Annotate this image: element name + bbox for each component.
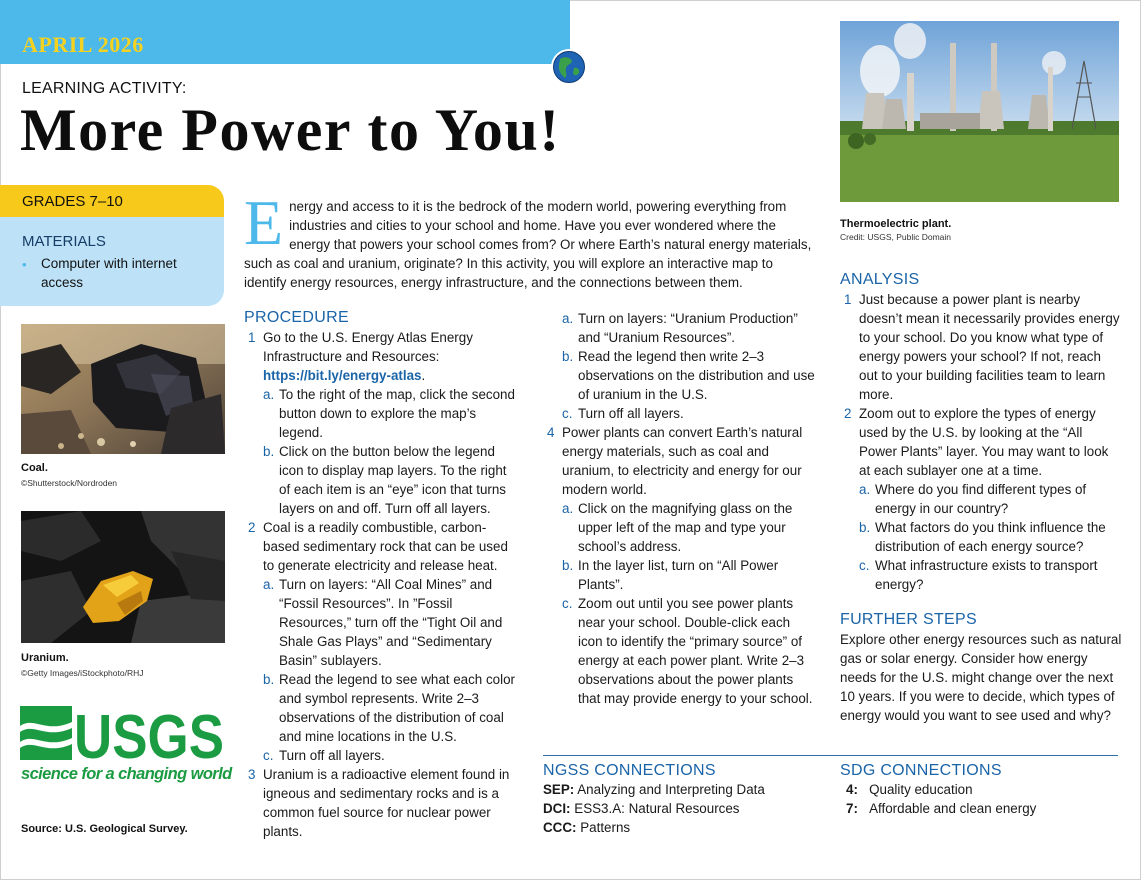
ngss-row: SEP: Analyzing and Interpreting Data bbox=[543, 782, 765, 797]
analysis-2b: b. What factors do you think influence the distribution of each energy source? bbox=[859, 520, 1106, 554]
analysis-question-2: 2 Zoom out to explore the types of energy used by the U.S. by looking at the “All Power Plants” layer. You may want to look at each sublayer one at a time. bbox=[844, 406, 1109, 478]
step-text: Power plants can convert Earth’s natural energy materials, such as coal and uranium, to electricity and energy for our modern world. bbox=[562, 425, 803, 497]
step-text: Coal is a readily combustible, carbon-based sedimentary rock that can be used to generate electricity and release heat. bbox=[263, 520, 508, 573]
step-1a: a. To the right of the map, click the second button down to explore the map’s legend. bbox=[263, 387, 515, 440]
step-4c: c. Zoom out until you see power plants near your school. Double-click each icon to identify the “primary source” of energy at each power plant. Write 2–3 observations about the power plants that may provide energy to your school. bbox=[562, 596, 813, 706]
svg-text:USGS: USGS bbox=[74, 703, 224, 772]
page-title: More Power to You! bbox=[20, 97, 561, 163]
energy-atlas-link[interactable]: https://bit.ly/energy-atlas bbox=[263, 368, 422, 383]
uranium-credit: ©Getty Images/iStockphoto/RHJ bbox=[21, 668, 144, 678]
activity-kicker: LEARNING ACTIVITY: bbox=[22, 80, 187, 97]
step-number: 2 bbox=[248, 520, 256, 535]
bullet-icon: • bbox=[22, 257, 27, 272]
usgs-tagline: science for a changing world bbox=[21, 765, 232, 783]
step-text: Uranium is a radioactive element found in igneous and sedimentary rocks and is a common fuel source for nuclear power plants. bbox=[263, 767, 510, 839]
uranium-photo bbox=[21, 511, 225, 643]
materials-item: Computer with internet access bbox=[41, 256, 177, 290]
materials-title: MATERIALS bbox=[22, 233, 106, 250]
intro-text: nergy and access to it is the bedrock of the modern world, powering everything from industries and cities to your school and home. Have you ever wondered where the energy that powers your school comes from? Or where Earth’s natural energy materials, such as coal and uranium, originate? In this activity, you will explore an interactive map to identify energy resources, energy infrastructure, and the connections between them. bbox=[244, 199, 812, 290]
grades-box bbox=[0, 185, 224, 217]
procedure-heading: PROCEDURE bbox=[244, 309, 349, 326]
step-4b: b. In the layer list, turn on “All Power Plants”. bbox=[562, 558, 779, 592]
step-number: 1 bbox=[248, 330, 256, 345]
step-2b: b. Read the legend to see what each color and symbol represents. Write 2–3 observations of the distribution of coal and mine locations in the U.S. bbox=[263, 672, 515, 744]
grades-label: GRADES 7–10 bbox=[22, 193, 123, 210]
plant-credit: Credit: USGS, Public Domain bbox=[840, 232, 952, 242]
procedure-column-1 bbox=[244, 328, 516, 841]
usgs-logo bbox=[18, 703, 226, 772]
materials-box bbox=[0, 217, 224, 306]
procedure-step-2 bbox=[244, 518, 516, 575]
ngss-heading: NGSS CONNECTIONS bbox=[543, 762, 716, 779]
uranium-caption: Uranium. bbox=[21, 652, 69, 664]
step-2a: a. Turn on layers: “All Coal Mines” and “Fossil Resources”. In ”Fossil Resources,” turn off the “Tight Oil and Shale Gas Plays” and “Sedimentary Basin” sublayers. bbox=[263, 577, 503, 668]
step-3b: b. Read the legend then write 2–3 observations on the distribution and use of uranium in the U.S. bbox=[562, 349, 815, 402]
connections-divider bbox=[543, 755, 1118, 756]
analysis-heading: ANALYSIS bbox=[840, 271, 920, 288]
thermoelectric-plant-photo bbox=[840, 21, 1119, 202]
step-4a: a. Click on the magnifying glass on the upper left of the map and type your school’s address. bbox=[562, 501, 793, 554]
coal-caption: Coal. bbox=[21, 462, 48, 474]
step-1b: b. Click on the button below the legend icon to display map layers. To the right of each item is an “eye” icon that turns layers on and off. Turn off all layers. bbox=[263, 444, 507, 516]
step-number: 4 bbox=[547, 425, 555, 440]
analysis-question-1: 1 Just because a power plant is nearby doesn’t mean it necessarily provides energy to your school. Do you know what type of energy powers your school? If not, reach out to your building facilities team to learn more. bbox=[844, 292, 1120, 402]
step-2c: c. Turn off all layers. bbox=[263, 748, 385, 763]
intro-paragraph bbox=[244, 187, 816, 292]
analysis-2a: a. Where do you find different types of energy in our country? bbox=[859, 482, 1087, 516]
analysis-2c: c. What infrastructure exists to transport energy? bbox=[859, 558, 1098, 592]
plant-caption: Thermoelectric plant. bbox=[840, 218, 952, 230]
step-3c: c. Turn off all layers. bbox=[562, 406, 684, 421]
step-3a: a. Turn on layers: “Uranium Production” and “Uranium Resources”. bbox=[562, 311, 798, 345]
usgs-wave-icon bbox=[20, 706, 72, 760]
coal-photo bbox=[21, 324, 225, 454]
step-text: Go to the U.S. Energy Atlas Energy Infrastructure and Resources: bbox=[263, 330, 473, 364]
step-number: 3 bbox=[248, 767, 256, 782]
drop-cap: E bbox=[244, 187, 284, 258]
sdg-row: 7: Affordable and clean energy bbox=[846, 801, 1037, 816]
analysis-list bbox=[840, 290, 1120, 594]
ngss-row: CCC: Patterns bbox=[543, 820, 631, 835]
procedure-step-4 bbox=[543, 423, 815, 499]
source-credit: Source: U.S. Geological Survey. bbox=[21, 823, 188, 835]
sdg-row: 4: Quality education bbox=[846, 782, 973, 797]
globe-icon bbox=[550, 48, 588, 86]
ngss-row: DCI: ESS3.A: Natural Resources bbox=[543, 801, 740, 816]
sdg-heading: SDG CONNECTIONS bbox=[840, 762, 1002, 779]
issue-date: APRIL 2026 bbox=[22, 32, 144, 57]
further-steps-text: Explore other energy resources such as natural gas or solar energy. Consider how energy needs for the U.S. might change over the next 10 years. If you were to decide, which types of energy would you want to see used and why? bbox=[840, 632, 1122, 723]
further-steps-heading: FURTHER STEPS bbox=[840, 611, 977, 628]
coal-credit: ©Shutterstock/Nordroden bbox=[21, 478, 118, 488]
procedure-step-1: 1 Go to the U.S. Energy Atlas Energy Infrastructure and Resources: https://bit.ly/energy-atlas. bbox=[248, 330, 473, 383]
procedure-step-3 bbox=[244, 765, 516, 841]
procedure-column-2 bbox=[543, 309, 815, 708]
